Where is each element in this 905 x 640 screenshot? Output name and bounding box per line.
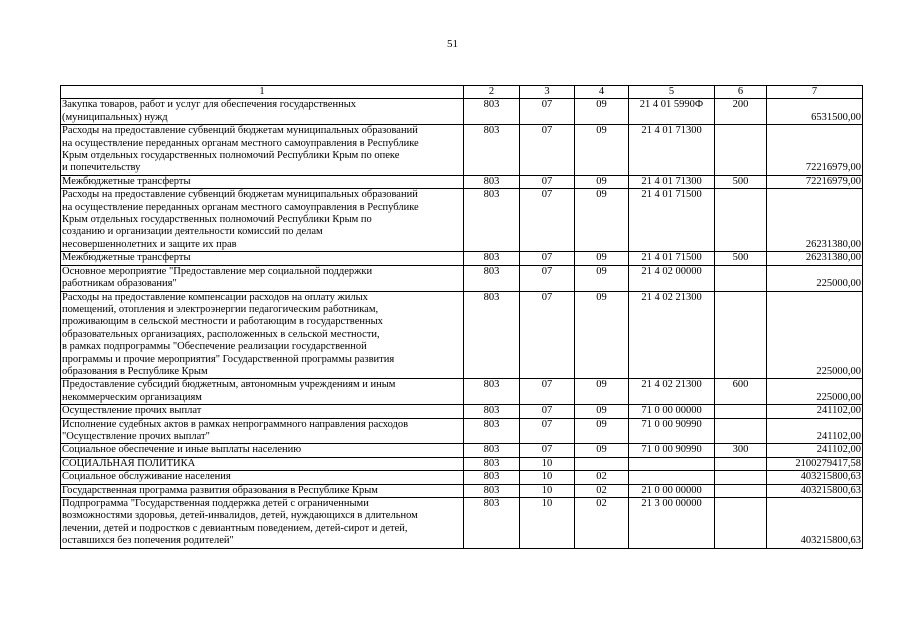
code-cell: 07 xyxy=(520,125,575,176)
code-cell xyxy=(715,291,767,379)
code-cell: 07 xyxy=(520,291,575,379)
code-cell xyxy=(715,498,767,549)
table-row xyxy=(61,291,863,379)
table-row xyxy=(61,125,863,176)
amount-cell: 26231380,00 xyxy=(767,252,863,265)
code-cell: 09 xyxy=(575,99,629,125)
code-cell: 02 xyxy=(575,484,629,497)
table-row xyxy=(61,189,863,252)
code-cell: 09 xyxy=(575,175,629,188)
row-name-cell: Закупка товаров, работ и услуг для обеспечения государственных (муниципальных) нужд xyxy=(61,99,464,125)
table-row xyxy=(61,379,863,405)
code-cell: 21 4 02 21300 xyxy=(629,291,715,379)
amount-cell: 403215800,63 xyxy=(767,471,863,484)
code-cell: 803 xyxy=(464,379,520,405)
amount-cell: 6531500,00 xyxy=(767,99,863,125)
code-cell: 07 xyxy=(520,99,575,125)
row-name-cell: Основное мероприятие "Предоставление мер социальной поддержки работникам образования" xyxy=(61,265,464,291)
header-cell: 6 xyxy=(715,86,767,99)
code-cell xyxy=(715,189,767,252)
row-name-cell: Расходы на предоставление субвенций бюджетам муниципальных образований на осуществление переданных органам местного самоуправления в Республике Крым отдельных государственных полномочий Республики Крым по опеке и попечительству xyxy=(61,125,464,176)
code-cell: 09 xyxy=(575,189,629,252)
amount-cell: 241102,00 xyxy=(767,405,863,418)
row-name-cell: Государственная программа развития образования в Республике Крым xyxy=(61,484,464,497)
table-row xyxy=(61,498,863,549)
row-name-cell: СОЦИАЛЬНАЯ ПОЛИТИКА xyxy=(61,457,464,470)
table-row xyxy=(61,175,863,188)
table-row xyxy=(61,99,863,125)
row-name-cell: Межбюджетные трансферты xyxy=(61,175,464,188)
code-cell xyxy=(575,457,629,470)
code-cell: 21 4 01 71500 xyxy=(629,252,715,265)
table-row xyxy=(61,457,863,470)
row-name-cell: Осуществление прочих выплат xyxy=(61,405,464,418)
header-cell: 2 xyxy=(464,86,520,99)
budget-table xyxy=(60,85,863,549)
table-row xyxy=(61,252,863,265)
code-cell: 02 xyxy=(575,498,629,549)
code-cell: 600 xyxy=(715,379,767,405)
code-cell: 21 4 02 21300 xyxy=(629,379,715,405)
amount-cell: 26231380,00 xyxy=(767,189,863,252)
code-cell: 71 0 00 90990 xyxy=(629,444,715,457)
row-name-cell: Расходы на предоставление компенсации расходов на оплату жилых помещений, отопления и электроэнергии педагогическим работникам, проживающим в сельской местности и работающим в государственных образовательных организациях, расположенных в сельской местности, в рамках подпрограммы "Обеспечение реализации государственной программы и прочие мероприятия" Государственной программы развития образования в Республике Крым xyxy=(61,291,464,379)
code-cell: 803 xyxy=(464,291,520,379)
code-cell: 09 xyxy=(575,291,629,379)
code-cell: 71 0 00 00000 xyxy=(629,405,715,418)
code-cell xyxy=(715,471,767,484)
row-name-cell: Социальное обеспечение и иные выплаты населению xyxy=(61,444,464,457)
code-cell xyxy=(715,265,767,291)
code-cell: 803 xyxy=(464,125,520,176)
table-row xyxy=(61,418,863,444)
code-cell: 10 xyxy=(520,457,575,470)
amount-cell: 403215800,63 xyxy=(767,484,863,497)
code-cell: 09 xyxy=(575,265,629,291)
code-cell: 09 xyxy=(575,125,629,176)
table-row xyxy=(61,484,863,497)
code-cell: 803 xyxy=(464,189,520,252)
code-cell xyxy=(629,471,715,484)
code-cell xyxy=(629,457,715,470)
code-cell: 21 3 00 00000 xyxy=(629,498,715,549)
code-cell: 500 xyxy=(715,175,767,188)
code-cell: 300 xyxy=(715,444,767,457)
code-cell: 09 xyxy=(575,405,629,418)
amount-cell: 2100279417,58 xyxy=(767,457,863,470)
header-cell: 7 xyxy=(767,86,863,99)
code-cell: 07 xyxy=(520,379,575,405)
table-row xyxy=(61,405,863,418)
code-cell: 803 xyxy=(464,252,520,265)
header-row xyxy=(61,86,863,99)
code-cell: 71 0 00 90990 xyxy=(629,418,715,444)
code-cell: 803 xyxy=(464,99,520,125)
code-cell: 07 xyxy=(520,189,575,252)
amount-cell: 403215800,63 xyxy=(767,498,863,549)
row-name-cell: Расходы на предоставление субвенций бюджетам муниципальных образований на осуществление переданных органам местного самоуправления в Республике Крым отдельных государственных полномочий Республики Крым по созданию и организации деятельности комиссий по делам несовершеннолетних и защите их прав xyxy=(61,189,464,252)
header-cell: 3 xyxy=(520,86,575,99)
table-row xyxy=(61,265,863,291)
code-cell: 803 xyxy=(464,484,520,497)
code-cell xyxy=(715,418,767,444)
row-name-cell: Подпрограмма "Государственная поддержка детей с ограниченными возможностями здоровья, детей-инвалидов, детей, нуждающихся в длительном лечении, детей и подростков с девиантным поведением, детей-сирот и детей, оставшихся без попечения родителей" xyxy=(61,498,464,549)
code-cell: 803 xyxy=(464,498,520,549)
code-cell: 21 4 01 71500 xyxy=(629,189,715,252)
code-cell: 803 xyxy=(464,457,520,470)
row-name-cell: Исполнение судебных актов в рамках непрограммного направления расходов "Осуществление прочих выплат" xyxy=(61,418,464,444)
row-name-cell: Социальное обслуживание населения xyxy=(61,471,464,484)
table-row xyxy=(61,471,863,484)
code-cell: 09 xyxy=(575,444,629,457)
code-cell: 07 xyxy=(520,418,575,444)
code-cell: 07 xyxy=(520,252,575,265)
amount-cell: 225000,00 xyxy=(767,265,863,291)
amount-cell: 225000,00 xyxy=(767,291,863,379)
code-cell: 10 xyxy=(520,498,575,549)
code-cell: 07 xyxy=(520,405,575,418)
code-cell: 200 xyxy=(715,99,767,125)
code-cell: 10 xyxy=(520,484,575,497)
code-cell: 803 xyxy=(464,418,520,444)
code-cell: 09 xyxy=(575,418,629,444)
code-cell xyxy=(715,484,767,497)
amount-cell: 241102,00 xyxy=(767,444,863,457)
code-cell: 21 4 01 5990Ф xyxy=(629,99,715,125)
code-cell: 21 4 01 71300 xyxy=(629,175,715,188)
amount-cell: 72216979,00 xyxy=(767,175,863,188)
code-cell: 21 4 01 71300 xyxy=(629,125,715,176)
row-name-cell: Межбюджетные трансферты xyxy=(61,252,464,265)
code-cell: 21 4 02 00000 xyxy=(629,265,715,291)
code-cell: 803 xyxy=(464,175,520,188)
page-number: 51 xyxy=(447,38,458,50)
code-cell: 803 xyxy=(464,444,520,457)
code-cell: 09 xyxy=(575,379,629,405)
code-cell: 21 0 00 00000 xyxy=(629,484,715,497)
code-cell: 02 xyxy=(575,471,629,484)
code-cell: 10 xyxy=(520,471,575,484)
code-cell: 07 xyxy=(520,175,575,188)
header-cell: 1 xyxy=(61,86,464,99)
amount-cell: 72216979,00 xyxy=(767,125,863,176)
header-cell: 4 xyxy=(575,86,629,99)
amount-cell: 225000,00 xyxy=(767,379,863,405)
code-cell: 803 xyxy=(464,265,520,291)
table-row xyxy=(61,444,863,457)
header-cell: 5 xyxy=(629,86,715,99)
code-cell: 09 xyxy=(575,252,629,265)
code-cell: 07 xyxy=(520,444,575,457)
amount-cell: 241102,00 xyxy=(767,418,863,444)
code-cell xyxy=(715,405,767,418)
code-cell xyxy=(715,125,767,176)
code-cell xyxy=(715,457,767,470)
code-cell: 803 xyxy=(464,471,520,484)
code-cell: 803 xyxy=(464,405,520,418)
row-name-cell: Предоставление субсидий бюджетным, автономным учреждениям и иным некоммерческим организациям xyxy=(61,379,464,405)
code-cell: 07 xyxy=(520,265,575,291)
code-cell: 500 xyxy=(715,252,767,265)
